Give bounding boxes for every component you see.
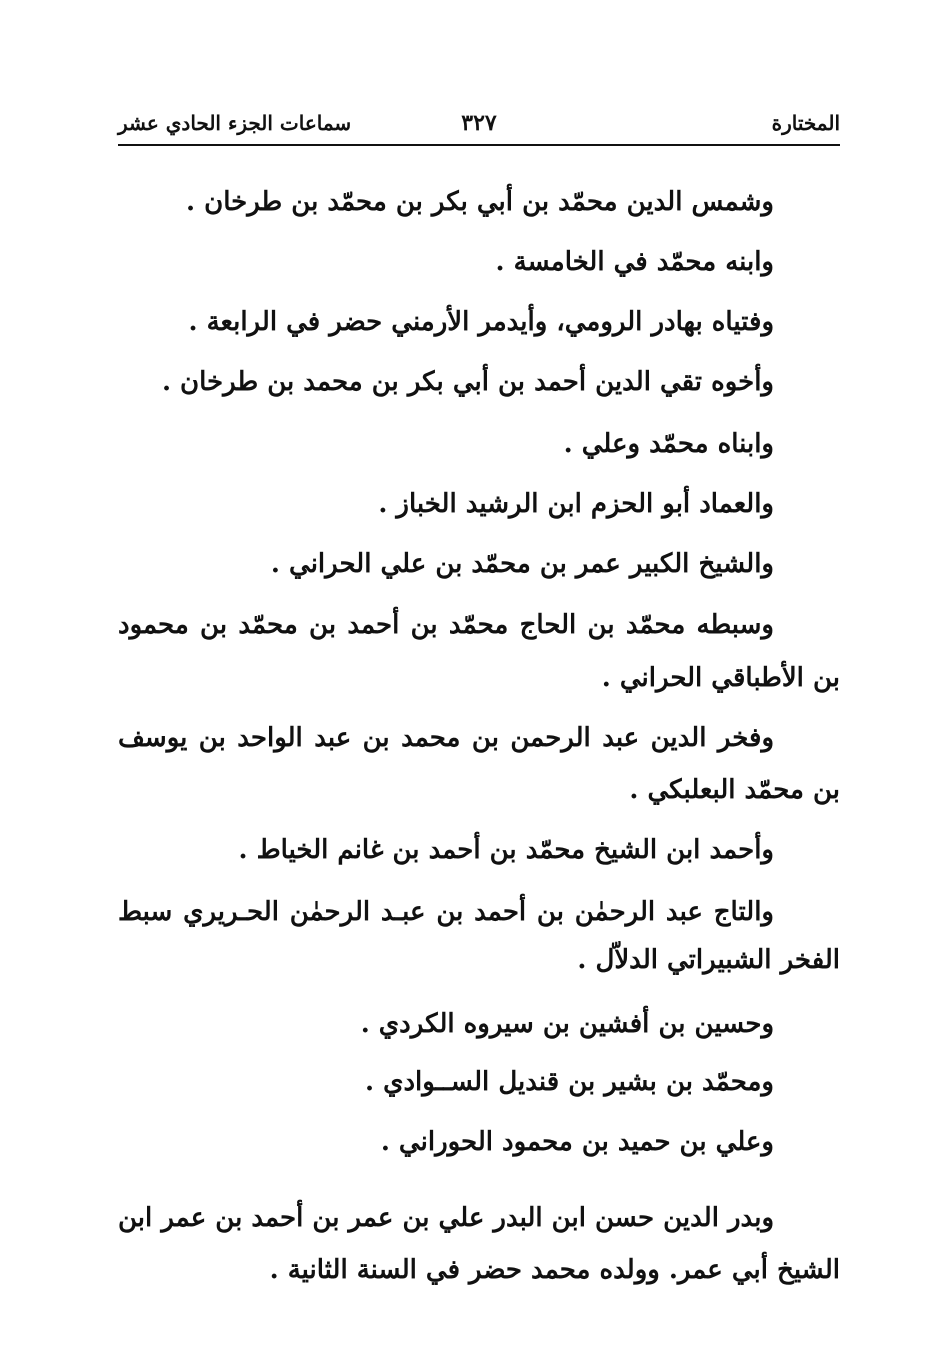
section-title: سماعات الجزء الحادي عشر bbox=[118, 111, 352, 135]
text-line: وأخوه تقي الدين أحمد بن أبي بكر بن محمد بن طرخان . bbox=[161, 367, 774, 397]
text-line: الفخر الشبيراتي الدلاّل . bbox=[577, 945, 840, 975]
header-rule bbox=[118, 144, 840, 146]
text-line: وابناه محمّد وعلي . bbox=[563, 429, 774, 459]
running-header bbox=[118, 100, 840, 144]
book-title: المختارة bbox=[771, 111, 840, 135]
text-line: وفخر الدين عبد الرحمن بن محمد بن عبد الواحد بن يوسف bbox=[118, 723, 774, 753]
text-line: وأحمد ابن الشيخ محمّد بن أحمد بن غانم الخياط . bbox=[238, 835, 774, 865]
text-line: والشيخ الكبير عمر بن محمّد بن علي الحراني . bbox=[270, 549, 774, 579]
text-line: وفتياه بهادر الرومي، وأيدمر الأرمني حضر في الرابعة . bbox=[188, 307, 774, 337]
text-line: وحسين بن أفشين بن سيروه الكردي . bbox=[360, 1009, 774, 1039]
text-line: والعماد أبو الحزم ابن الرشيد الخباز . bbox=[378, 489, 774, 519]
text-line: والتاج عبد الرحمٰن بن أحمد بن عبـد الرحمٰن الحـريري سبط bbox=[118, 897, 774, 927]
text-line: وابنه محمّد في الخامسة . bbox=[495, 247, 774, 277]
text-line: الشيخ أبي عمر. وولده محمد حضر في السنة الثانية . bbox=[269, 1255, 840, 1285]
text-line: وعلي بن حميد بن محمود الحوراني . bbox=[380, 1127, 774, 1157]
text-line: وسبطه محمّد بن الحاج محمّد بن أحمد بن محمّد بن محمود bbox=[118, 610, 774, 640]
text-line: وشمس الدين محمّد بن أبي بكر بن محمّد بن طرخان . bbox=[186, 187, 774, 217]
text-line: ومحمّد بن بشير بن قنديل الســوادي . bbox=[365, 1067, 774, 1097]
text-line: بن محمّد البعلبكي . bbox=[629, 775, 840, 805]
page-number: ٣٢٧ bbox=[461, 110, 497, 136]
text-line: وبدر الدين حسن ابن البدر علي بن عمر بن أحمد بن عمر ابن bbox=[118, 1203, 774, 1233]
text-line: بن الأطباقي الحراني . bbox=[601, 663, 840, 693]
